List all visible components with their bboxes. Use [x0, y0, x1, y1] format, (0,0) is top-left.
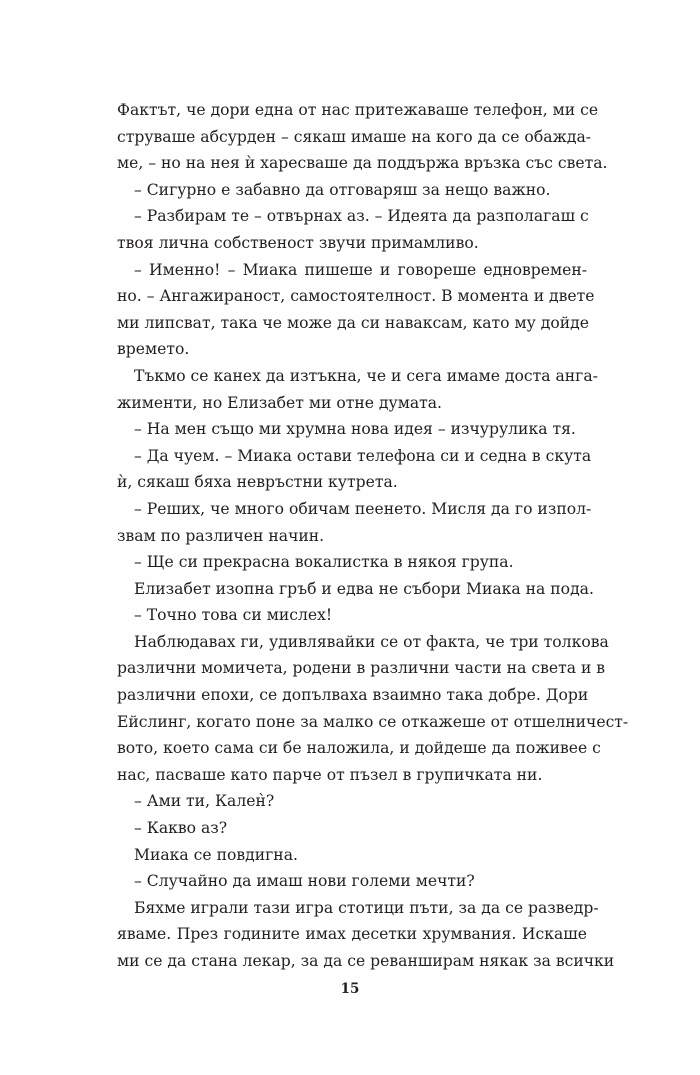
- text-line: – Ами ти, Кален̀?: [134, 792, 275, 811]
- text-line: ме, – но на нея ѝ харесваше да поддържа връзка със света.: [117, 154, 608, 173]
- text-line: – Точно това си мислех!: [134, 606, 333, 625]
- body-text: [117, 97, 629, 975]
- text-line: яваме. През годините имах десетки хрумвания. Искаше: [117, 925, 587, 944]
- text-line: Елизабет изопна гръб и едва не събори Миака на пода.: [134, 579, 594, 598]
- text-line: Тъкмо се канех да изтъкна, че и сега имаме доста анга-: [134, 366, 598, 385]
- text-line: – Да чуем. – Миака остави телефона си и седна в скута: [134, 446, 592, 465]
- text-line: – Сигурно е забавно да отговаряш за нещо важно.: [134, 180, 551, 199]
- text-line: – Случайно да имаш нови големи мечти?: [134, 872, 475, 891]
- text-line: – На мен също ми хрумна нова идея – изчуруликa тя.: [134, 420, 576, 439]
- text-line: – Именно! – Миака пишеше и говореше едновремен-: [134, 260, 587, 279]
- text-line: твоя лична собственост звучи примамливо.: [117, 233, 479, 252]
- text-line: времето.: [117, 340, 190, 359]
- text-line: но. – Ангажираност, самостоятелност. В момента и двете: [117, 287, 595, 306]
- text-line: Наблюдавах ги, удивлявайки се от факта, че три толкова: [134, 632, 609, 651]
- text-line: – Реших, че много обичам пеенето. Мисля да го изпол-: [134, 499, 592, 518]
- text-line: струваше абсурден – сякаш имаше на кого да се обажда-: [117, 127, 592, 146]
- text-line: ѝ, сякаш бяха невръстни кутрета.: [117, 473, 398, 492]
- text-line: Бяхме играли тази игра стотици пъти, за да се разведр-: [134, 898, 599, 917]
- text-line: различни момичета, родени в различни части на света и в: [117, 659, 606, 678]
- text-line: вото, което сама си бе наложила, и дойдеше да поживее с: [117, 739, 601, 758]
- text-line: ми се да стана лекар, за да се реванширам някак за всички: [117, 952, 615, 970]
- text-line: – Какво аз?: [134, 819, 228, 838]
- text-line: различни епохи, се допълваха взаимно така добре. Дори: [117, 686, 589, 705]
- text-line: – Ще си прекрасна вокалистка в някоя група.: [134, 553, 514, 572]
- text-line: ми липсват, така че може да си наваксам, като му дойде: [117, 313, 590, 332]
- page-number: 15: [340, 981, 360, 997]
- text-line: нас, пасваше като парче от пъзел в групичката ни.: [117, 765, 543, 784]
- text-line: Фактът, че дори една от нас притежаваше телефон, ми се: [117, 101, 599, 119]
- text-line: Ейслинг, когато поне за малко се откажеше от отшелничест-: [117, 712, 629, 731]
- text-line: – Разбирам те – отвърнах аз. – Идеята да разполагаш с: [134, 207, 589, 226]
- text-line: Миака се повдигна.: [134, 845, 298, 864]
- text-line: звам по различен начин.: [117, 526, 325, 545]
- text-line: жименти, но Елизабет ми отне думата.: [117, 393, 443, 412]
